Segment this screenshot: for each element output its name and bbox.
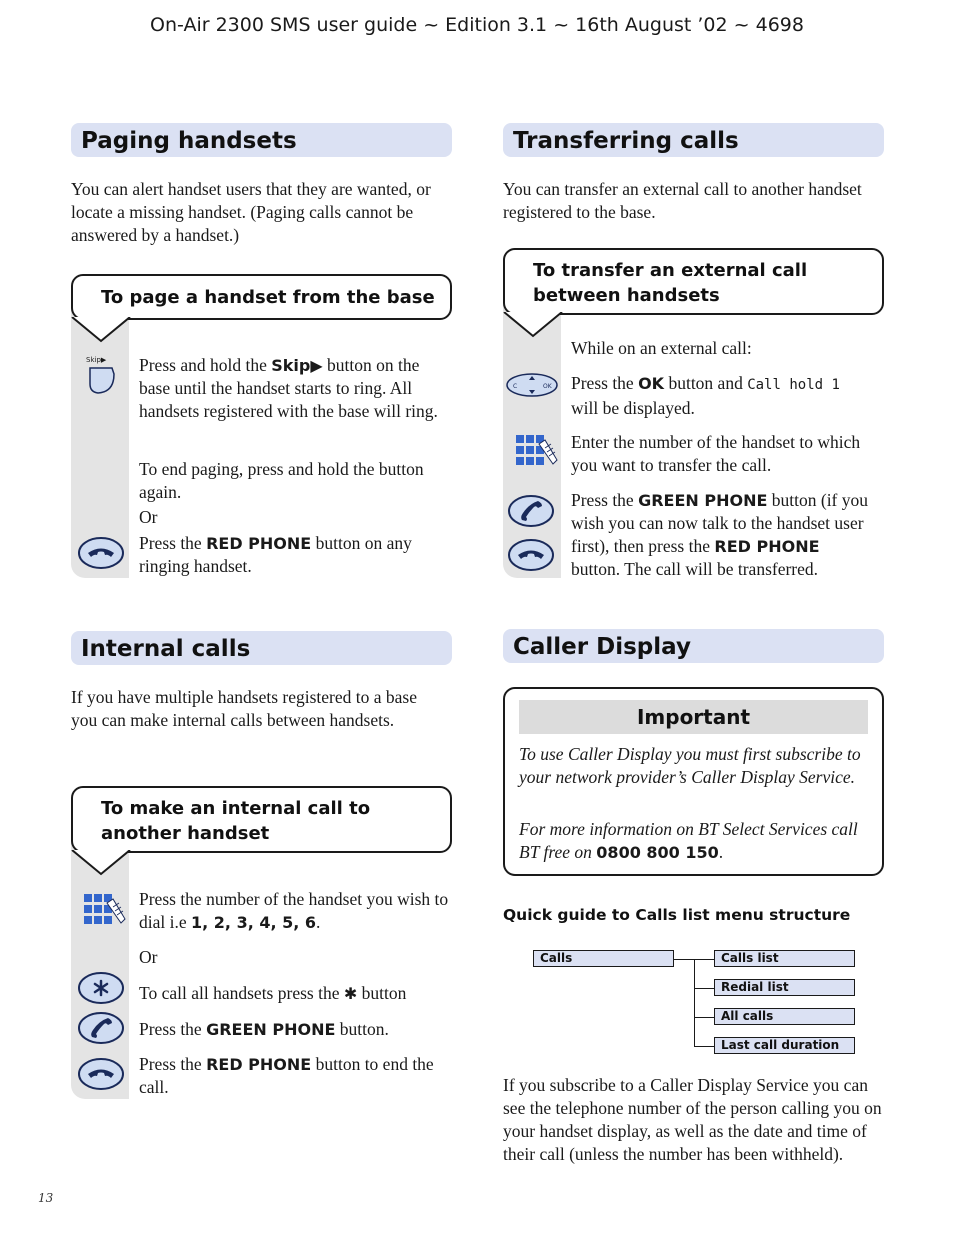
svg-text:OK: OK <box>543 383 552 390</box>
transfer-callout: To transfer an external call between handsets <box>503 248 884 315</box>
section-title-internal: Internal calls <box>71 631 452 665</box>
internal-intro: If you have multiple handsets registered to a base you can make internal calls between handsets. <box>71 687 418 730</box>
paging-step2: To end paging, press and hold the button again. <box>139 459 424 502</box>
paging-callout: To page a handset from the base <box>71 274 452 320</box>
menu-item-all-calls: All calls <box>714 1008 855 1025</box>
menu-connector <box>694 988 714 989</box>
menu-item-redial-list: Redial list <box>714 979 855 996</box>
internal-callout: To make an internal call to another handset <box>71 786 452 853</box>
paging-step3: Press the RED PHONE button on any ringing handset. <box>139 533 412 576</box>
keypad-icon <box>515 434 563 470</box>
internal-or: Or <box>139 947 158 967</box>
red-phone-icon <box>77 535 125 571</box>
transfer-callout-pointer <box>503 312 565 338</box>
menu-connector <box>694 1046 714 1047</box>
caller-display-outro: If you subscribe to a Caller Display Service you can see the telephone number of the person calling you on your handset display, as well as the date and time of their call (unless the number has been withheld). <box>503 1075 882 1164</box>
paging-intro: You can alert handset users that they are wanted, or locate a missing handset. (Paging calls cannot be answered by a handset.) <box>71 179 431 245</box>
menu-connector-vertical <box>694 959 695 1047</box>
menu-guide-title: Quick guide to Calls list menu structure <box>503 906 851 924</box>
internal-step3: Press the GREEN PHONE button. <box>139 1019 389 1039</box>
green-phone-icon <box>77 1010 125 1046</box>
transfer-step0: While on an external call: <box>571 338 752 358</box>
menu-item-last-call-duration: Last call duration <box>714 1037 855 1054</box>
document-header: On-Air 2300 SMS user guide ~ Edition 3.1 ~ 16th August ’02 ~ 4698 <box>150 14 804 36</box>
paging-callout-pointer <box>71 317 133 343</box>
internal-step2: To call all handsets press the ✱ button <box>139 983 407 1003</box>
page-number: 13 <box>38 1191 54 1205</box>
skip-button-icon: Skip▶ <box>84 356 120 396</box>
keypad-icon <box>83 893 131 929</box>
star-key-glyph: ✱ <box>343 984 358 1003</box>
transfer-intro: You can transfer an external call to another handset registered to the base. <box>503 179 862 222</box>
navigation-key-icon <box>505 372 559 398</box>
transfer-step3: Press the GREEN PHONE button (if you wish you can now talk to the handset user first), then press the RED PHONE button. The call will be transferred. <box>571 490 869 579</box>
important-text-2: For more information on BT Select Services call BT free on 0800 800 150. <box>519 819 858 862</box>
internal-callout-pointer <box>71 850 133 876</box>
transfer-step2: Enter the number of the handset to which you want to transfer the call. <box>571 432 861 475</box>
section-title-paging: Paging handsets <box>71 123 452 157</box>
green-phone-icon <box>507 493 555 529</box>
section-title-transfer: Transferring calls <box>503 123 884 157</box>
important-text-1: To use Caller Display you must first subscribe to your network provider’s Caller Display Service. <box>519 744 861 787</box>
internal-step4: Press the RED PHONE button to end the call. <box>139 1054 434 1097</box>
section-title-caller-display: Caller Display <box>503 629 884 663</box>
star-key-icon <box>77 970 125 1006</box>
menu-root-calls: Calls <box>533 950 674 967</box>
important-box <box>503 687 884 876</box>
important-heading: Important <box>519 700 868 734</box>
menu-connector <box>694 1017 714 1018</box>
internal-step1: Press the number of the handset you wish to dial i.e 1, 2, 3, 4, 5, 6. <box>139 889 449 932</box>
transfer-step1: Press the OK button and Call hold 1 will be displayed. <box>571 373 840 418</box>
paging-or: Or <box>139 507 158 527</box>
svg-text:C: C <box>513 383 518 390</box>
menu-item-calls-list: Calls list <box>714 950 855 967</box>
paging-step1: Press and hold the Skip▶ button on the base until the handset starts to ring. All handsets registered with the base will ring. <box>139 355 438 421</box>
red-phone-icon <box>77 1056 125 1092</box>
red-phone-icon <box>507 537 555 573</box>
